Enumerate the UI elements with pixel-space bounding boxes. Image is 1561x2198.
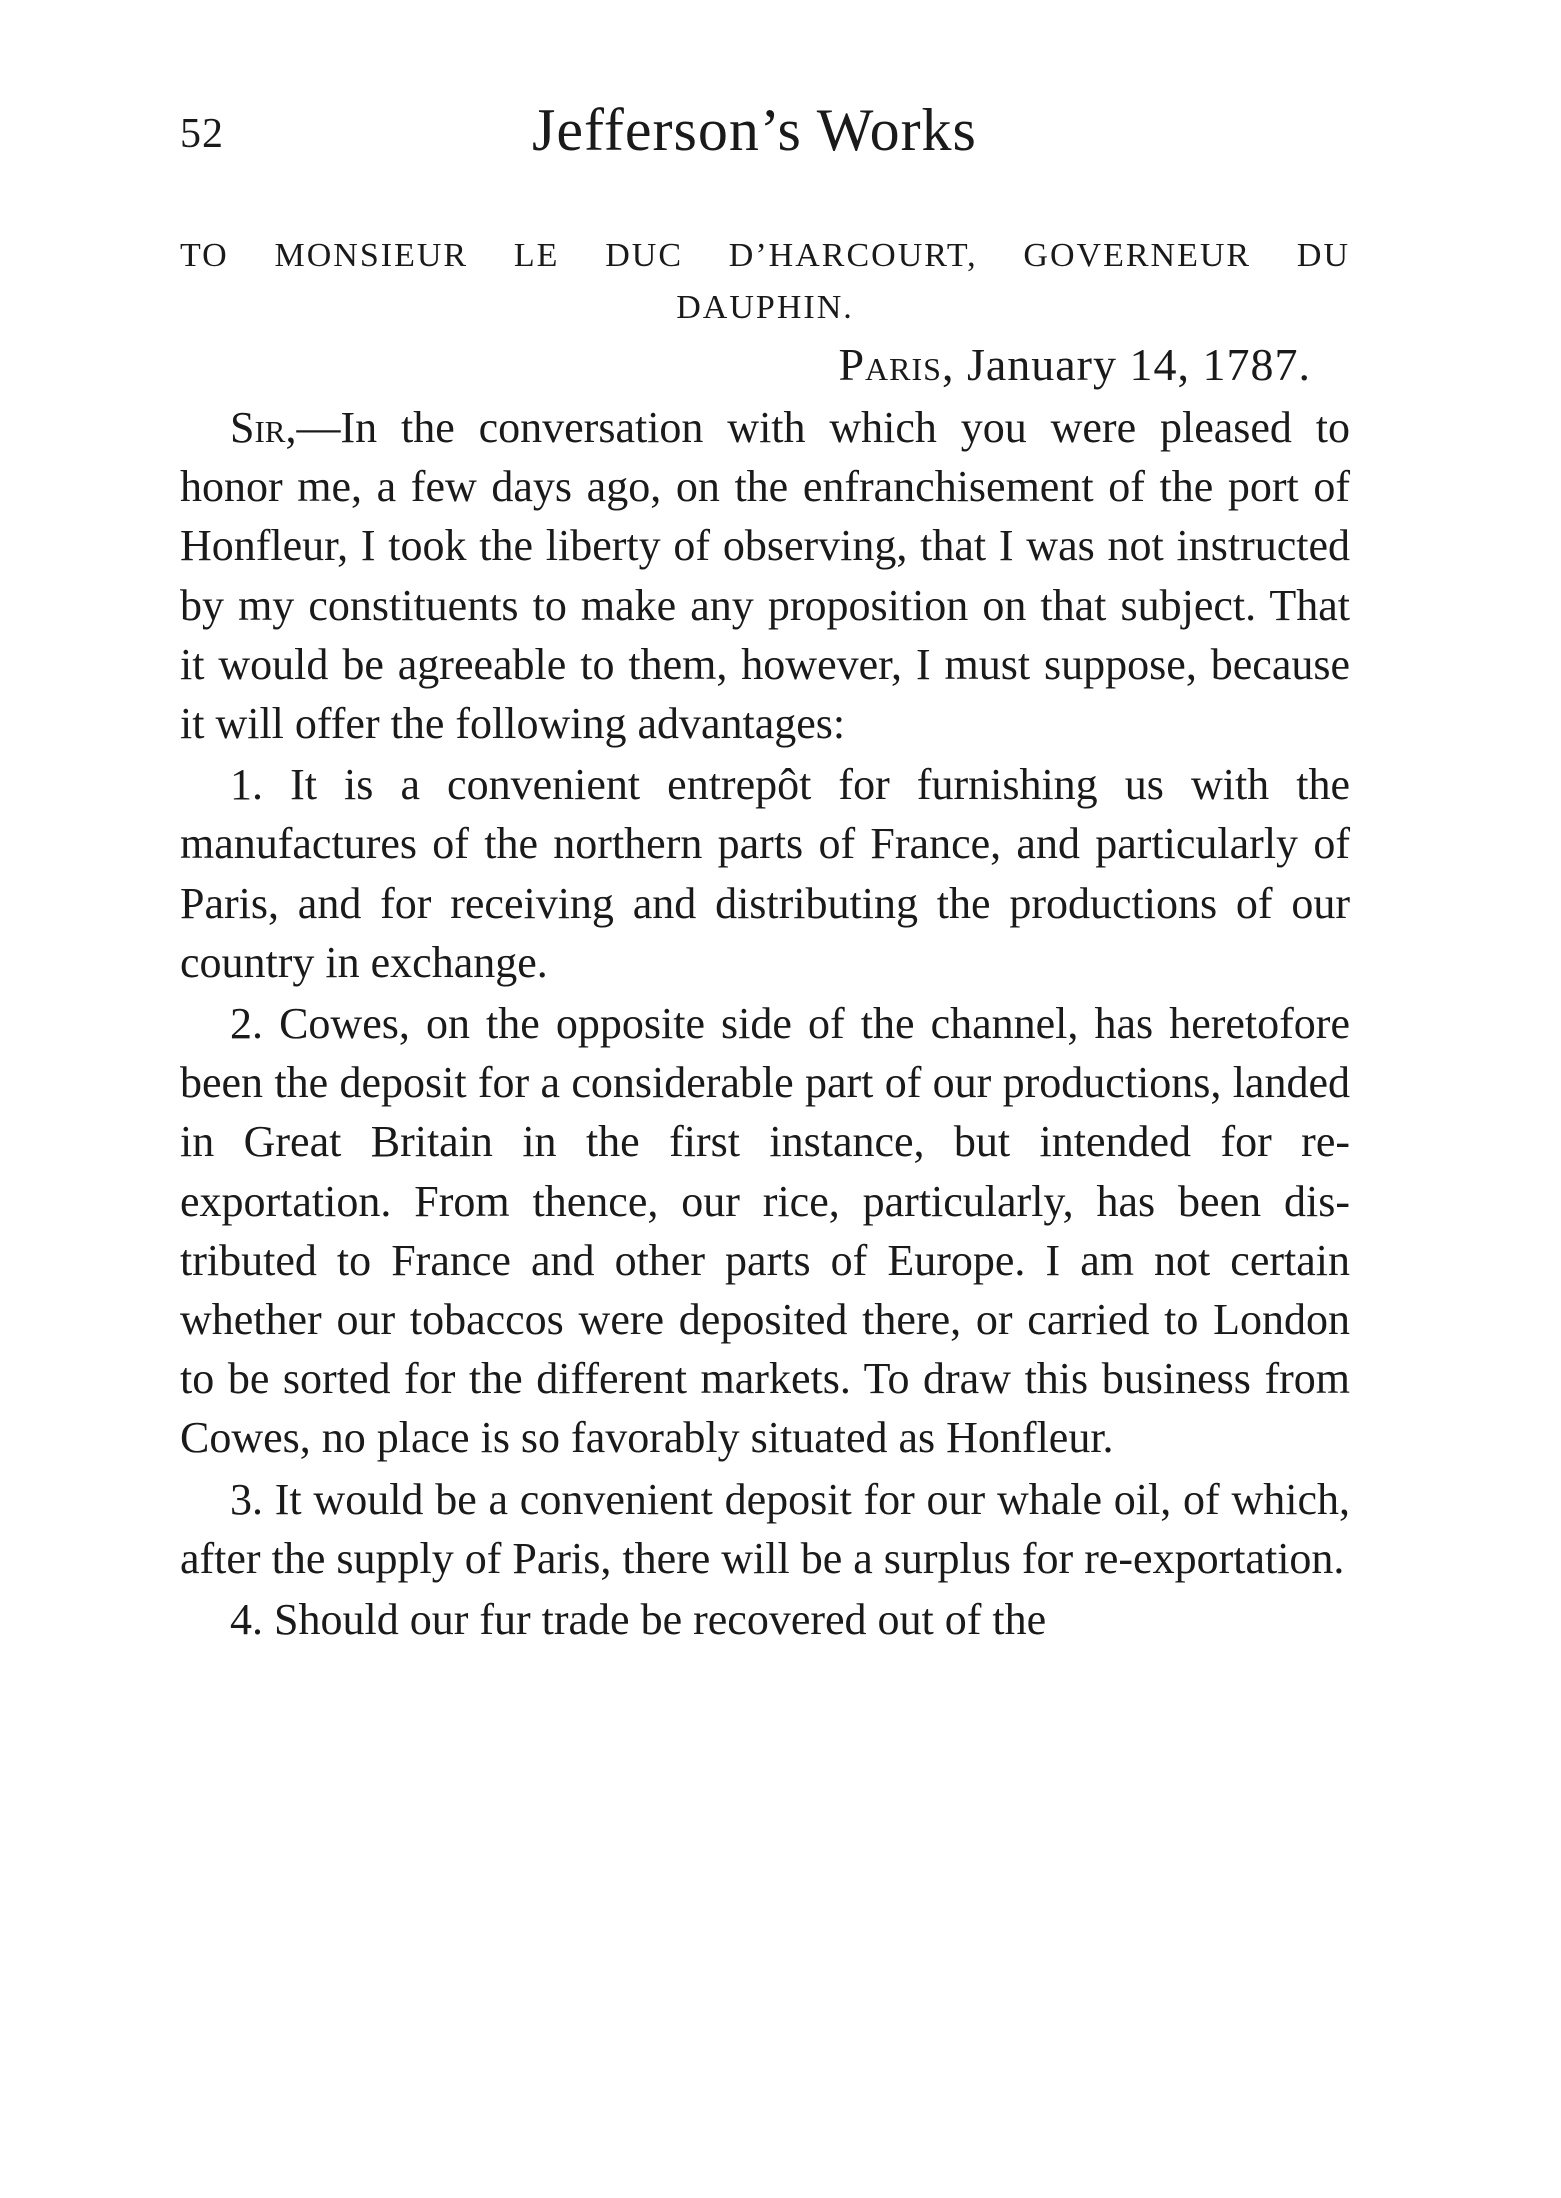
paragraph-opening (180, 398, 1350, 753)
salutation: Sir (230, 403, 286, 452)
paragraph-text: ,—In the conversation with which you were pleased to honor me, a few days ago, on the enfranchisement of the port of Honfleur, I took the liberty of observing, that I was not instructed by my constituents to make any proposition on that subject. That it would be agreeable to them, however, I must suppose, because it will offer the following advantages: (180, 403, 1350, 749)
paragraph-point-3: 3. It would be a convenient deposit for our whale oil, of which, after the supply of Paris, there will be a surplus for re-exportation. (180, 1474, 1350, 1583)
page-header (180, 96, 1350, 176)
letter-heading (180, 230, 1350, 334)
running-title: Jefferson’s Works (532, 97, 977, 163)
letter-body (180, 398, 1350, 1651)
letter-place: Paris (838, 339, 942, 390)
paragraph-point-2: 2. Cowes, on the opposite side of the channel, has heretofore been the deposit for a considerable part of our productions, landed in Great Britain in the first instance, but intended for re-exportation. From thence, our rice, particularly, has been distributed to France and other parts of Europe. I am not certain whether our tobaccos were deposited there, or carried to London to be sorted for the different markets. To draw this business from Cowes, no place is so favorably situated as Honfleur. (180, 999, 1350, 1463)
paragraph-point-1: 1. It is a convenient entrepôt for furnishing us with the manufactures of the northern parts of France, and particularly of Paris, and for receiving and distributing the productions of our country in exchange. (180, 760, 1350, 987)
place-and-date (838, 338, 1311, 391)
letter-heading-line-1: TO MONSIEUR LE DUC D’HARCOURT, GOVERNEUR DU (180, 237, 1350, 274)
letter-date: , January 14, 1787. (941, 339, 1311, 390)
page-number: 52 (180, 111, 224, 157)
letter-heading-line-2: DAUPHIN. (676, 289, 854, 326)
paragraph-point-4: 4. Should our fur trade be recovered out of the (230, 1595, 1047, 1645)
